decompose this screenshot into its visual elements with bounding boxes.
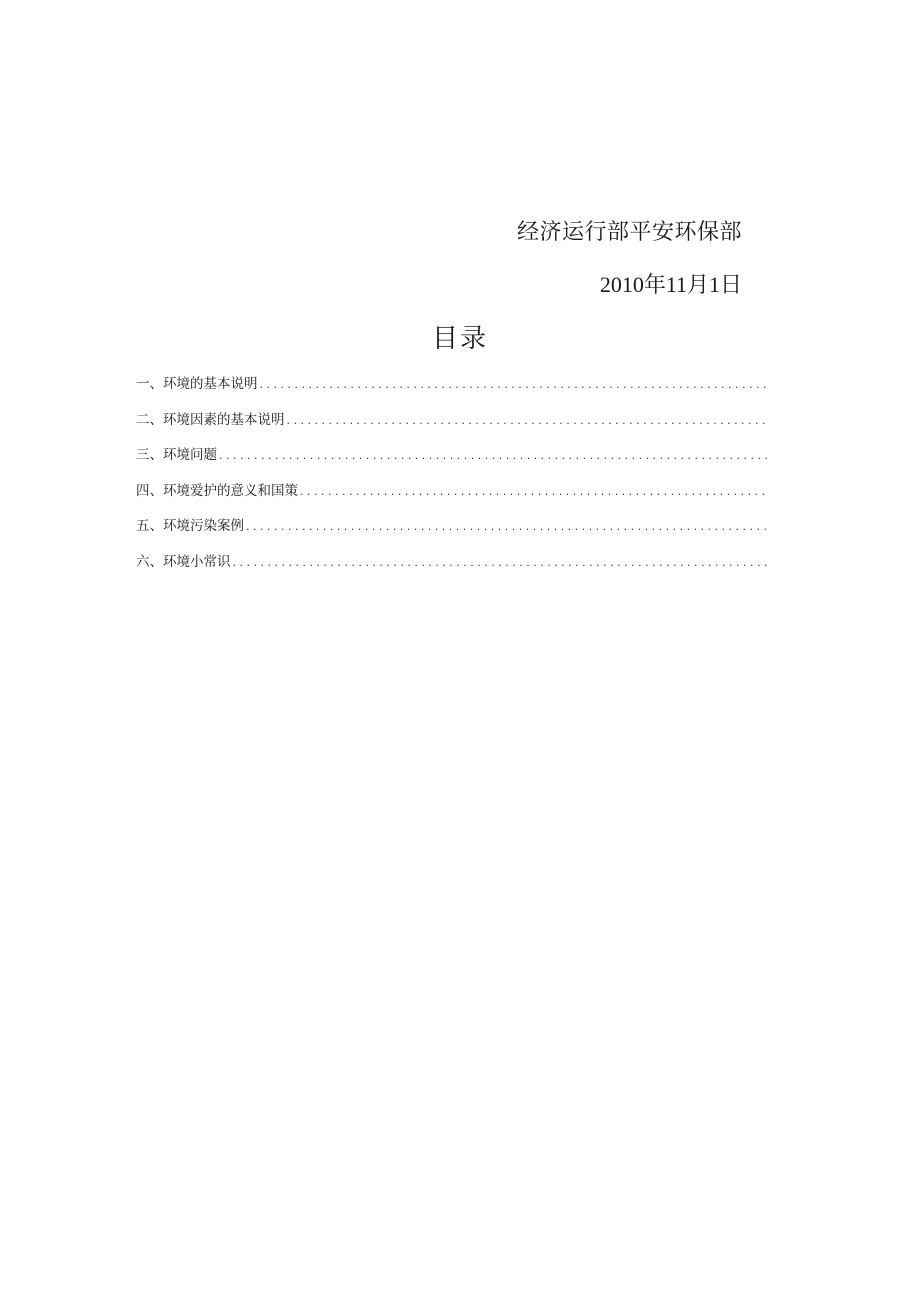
toc-dot-leader xyxy=(219,449,768,462)
toc-dot-leader xyxy=(246,520,768,533)
toc-dot-leader xyxy=(260,378,769,391)
toc-title: 目录 xyxy=(431,324,488,354)
toc-entry-label: 一、环境的基本说明 xyxy=(136,376,258,392)
table-of-contents xyxy=(136,372,768,586)
organization-name: 经济运行部平安环保部 xyxy=(516,220,742,245)
toc-entry-label: 五、环境污染案例 xyxy=(136,518,244,535)
toc-entry-3[interactable] xyxy=(136,443,768,479)
toc-entry-label: 二、环境因素的基本说明 xyxy=(136,411,285,428)
toc-entry-4[interactable] xyxy=(136,479,768,515)
document-date: 2010年11月1日 xyxy=(599,272,742,297)
toc-entry-2[interactable] xyxy=(136,408,768,444)
toc-entry-5[interactable] xyxy=(136,514,768,550)
toc-entry-6[interactable] xyxy=(136,550,768,586)
toc-entry-1[interactable] xyxy=(136,372,768,408)
toc-entry-label: 三、环境问题 xyxy=(136,447,217,464)
toc-dot-leader xyxy=(287,414,769,427)
toc-dot-leader xyxy=(233,556,769,569)
toc-entry-label: 四、环境爱护的意义和国策 xyxy=(136,482,298,499)
toc-entry-label: 六、环境小常识 xyxy=(136,553,231,570)
toc-dot-leader xyxy=(300,485,768,498)
